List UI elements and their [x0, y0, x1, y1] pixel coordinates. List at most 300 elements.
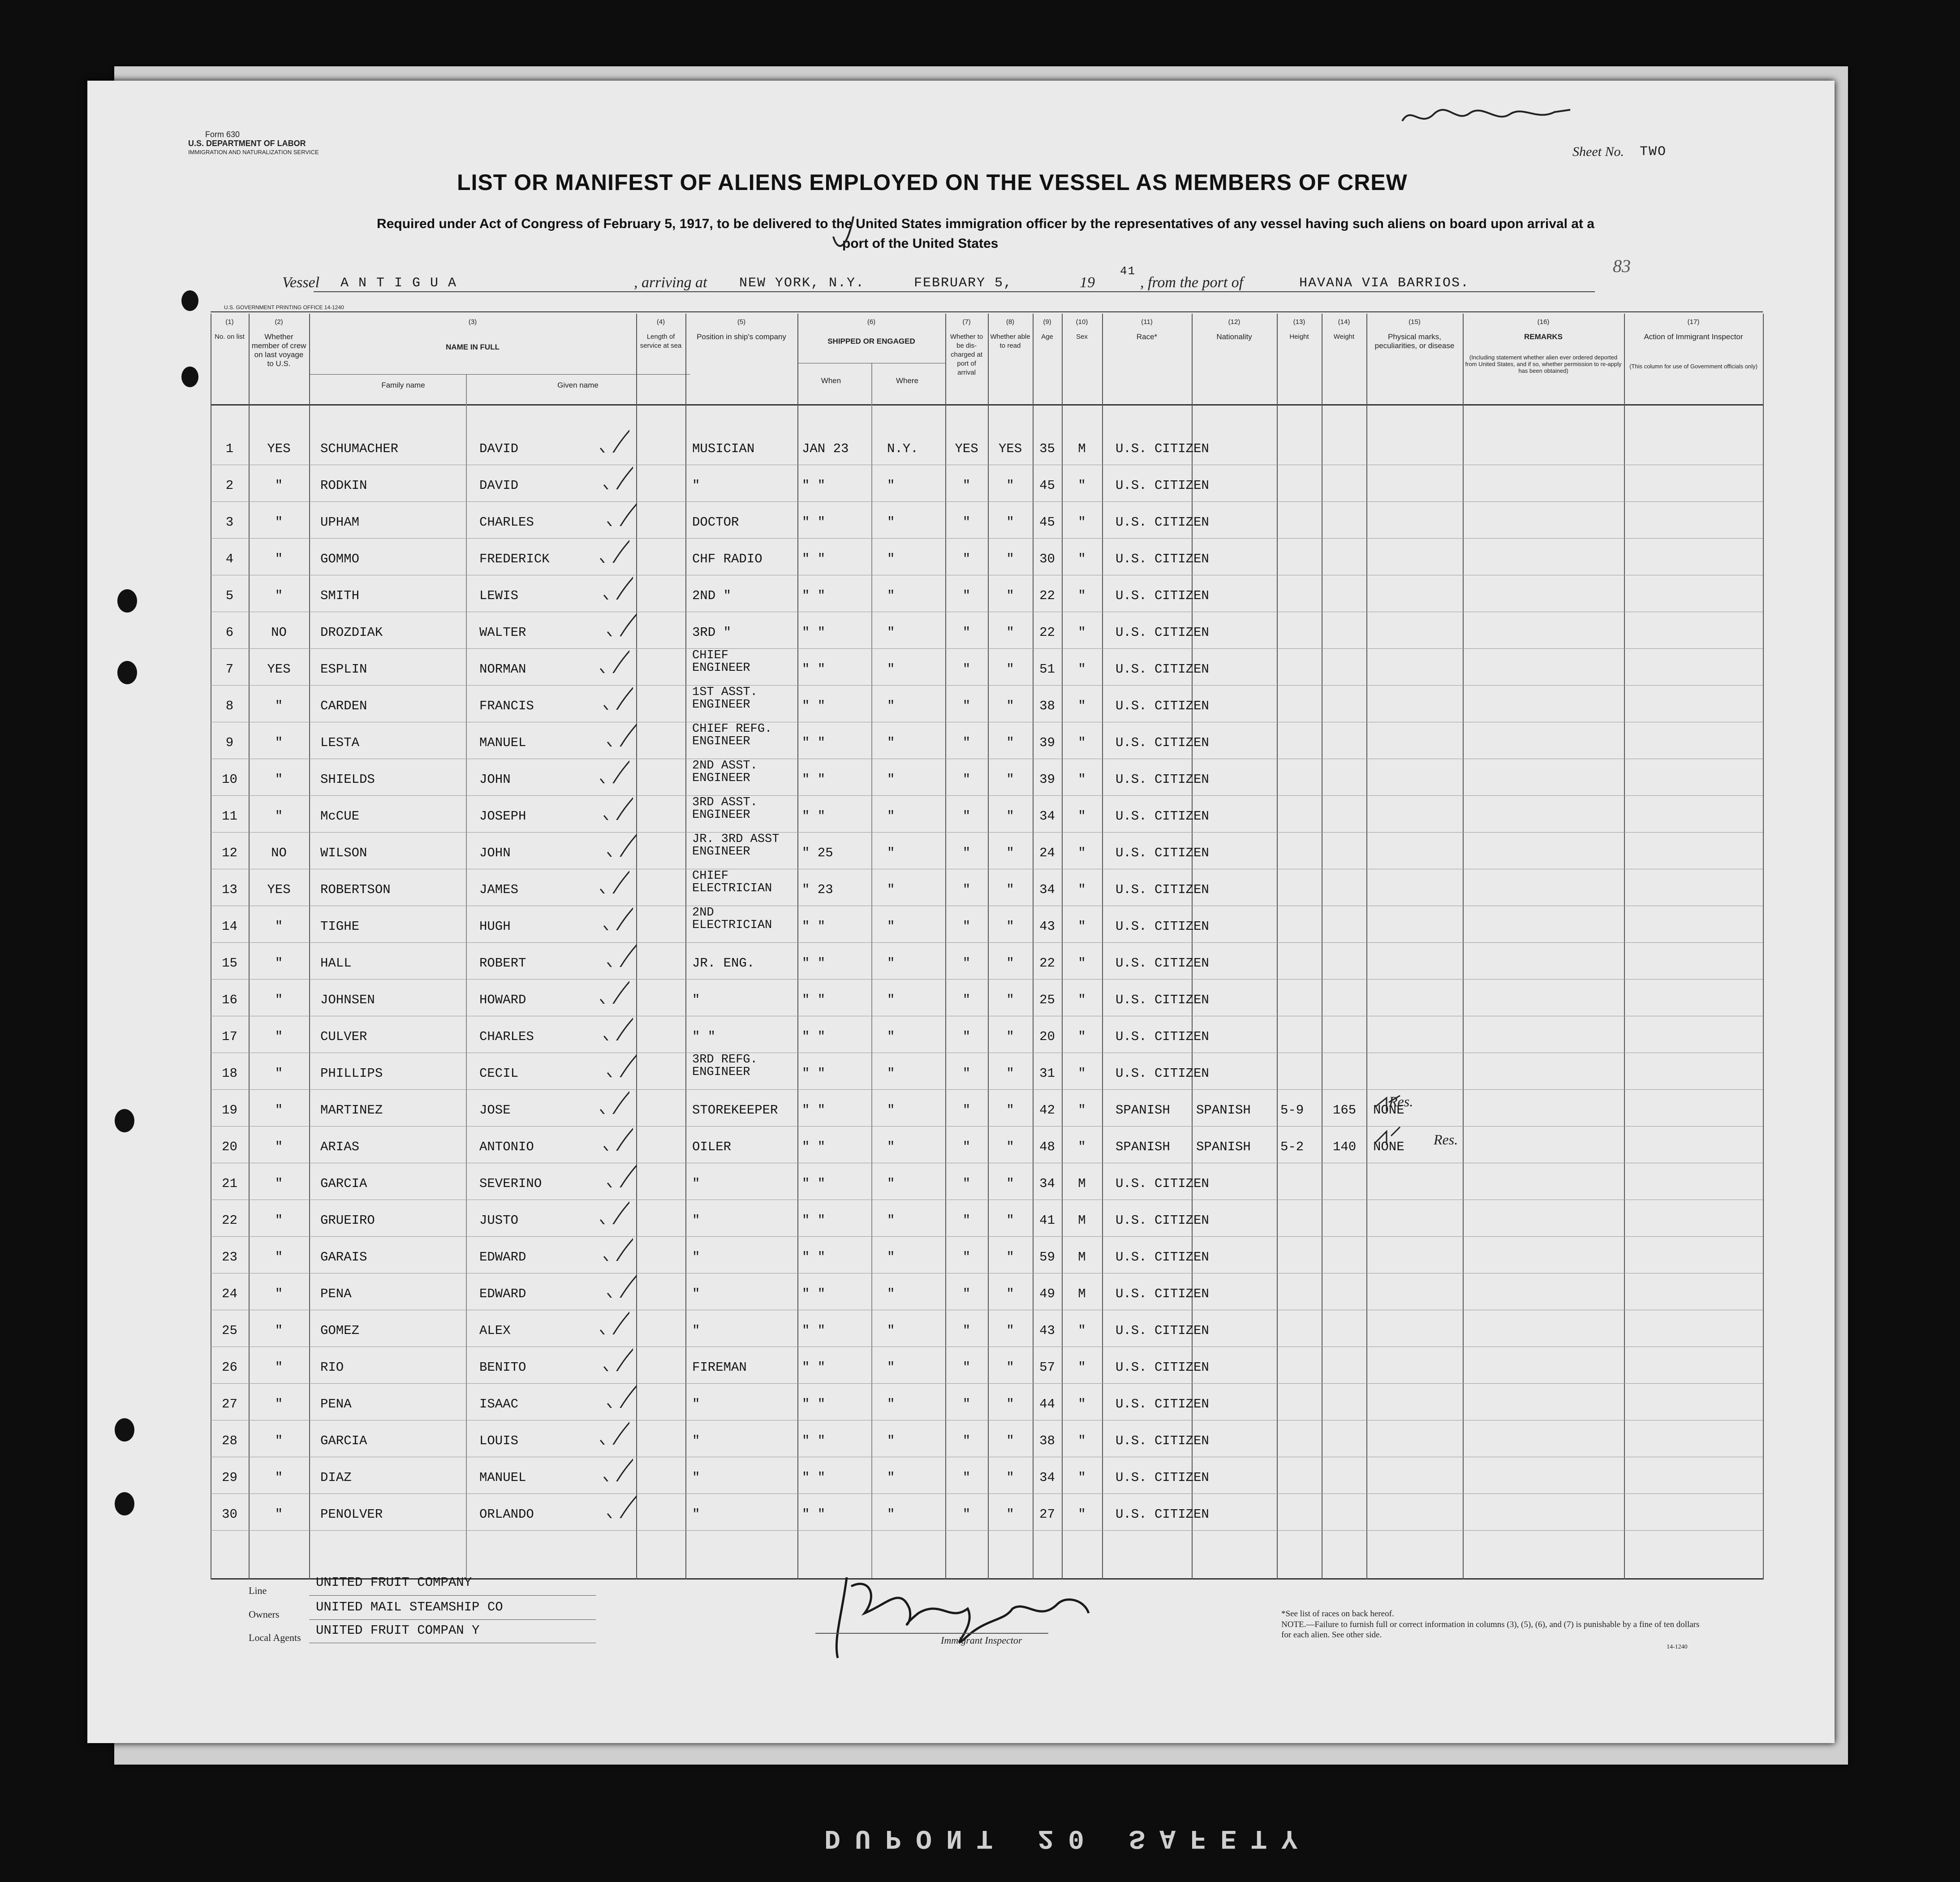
cell-age: 41	[1039, 1213, 1055, 1228]
cell-disch: "	[962, 1286, 971, 1301]
cell-family: RODKIN	[320, 478, 367, 493]
cell-sex: "	[1078, 993, 1086, 1007]
cell-prev: "	[275, 1470, 283, 1485]
origin-port: HAVANA VIA BARRIOS.	[1299, 276, 1470, 291]
cell-sex: "	[1078, 846, 1086, 860]
cell-no: 26	[222, 1360, 237, 1375]
remarks-subhead: (Including statement whether alien ever ordered deported from United States, and if so, whether permission to re-apply has been obtained)	[1465, 354, 1622, 374]
handwritten-check-mark	[829, 214, 856, 255]
cell-weight: 140	[1333, 1140, 1357, 1154]
cell-family: JOHNSEN	[320, 993, 375, 1007]
row-rule	[211, 979, 1763, 980]
cell-prev: "	[275, 552, 283, 566]
cell-when: " "	[802, 1433, 826, 1448]
column-number: (9)	[1043, 318, 1051, 326]
tick-mark-icon	[602, 789, 633, 820]
cell-pos: CHIEF ELECTRICIAN	[692, 869, 772, 895]
cell-race: U.S. CITIZEN	[1116, 1323, 1209, 1338]
cell-where: "	[887, 772, 895, 787]
cell-race: U.S. CITIZEN	[1116, 1507, 1209, 1522]
inspector-subhead: (This column for use of Government officials only)	[1629, 363, 1758, 370]
cell-sex: "	[1078, 1323, 1086, 1338]
cell-when: " "	[802, 588, 826, 603]
cell-where: "	[887, 1176, 895, 1191]
column-number: (10)	[1076, 318, 1088, 326]
cell-given: MANUEL	[479, 735, 526, 750]
column-number: (7)	[962, 318, 971, 326]
cell-family: GOMEZ	[320, 1323, 360, 1338]
tick-mark-icon	[598, 1083, 629, 1114]
cell-disch: "	[962, 1029, 971, 1044]
cell-family: PENA	[320, 1286, 352, 1301]
cell-no: 4	[225, 552, 234, 566]
column-number: (11)	[1141, 318, 1153, 326]
cell-disch: "	[962, 772, 971, 787]
cell-pos: "	[692, 478, 700, 493]
cell-given: ROBERT	[479, 956, 526, 971]
cell-read: "	[1006, 882, 1014, 897]
cell-given: JOHN	[479, 846, 511, 860]
cell-read: "	[1006, 1470, 1014, 1485]
agents-label: Local Agents	[249, 1632, 301, 1643]
punch-hole	[181, 367, 198, 387]
arriving-label: , arriving at	[634, 274, 707, 291]
tick-mark-icon	[605, 1156, 637, 1187]
cell-sex: "	[1078, 662, 1086, 677]
cell-race: U.S. CITIZEN	[1116, 1213, 1209, 1228]
cell-age: 48	[1039, 1140, 1055, 1154]
cell-no: 30	[222, 1507, 237, 1522]
cell-when: " "	[802, 662, 826, 677]
cell-height: 5-2	[1280, 1140, 1304, 1154]
column-number: (1)	[225, 318, 234, 326]
cell-age: 22	[1039, 588, 1055, 603]
cell-no: 7	[225, 662, 234, 677]
year-prefix: 19	[1080, 274, 1095, 291]
cell-no: 21	[222, 1176, 237, 1191]
cell-age: 38	[1039, 699, 1055, 713]
owners-underline	[309, 1619, 596, 1620]
cell-race: U.S. CITIZEN	[1116, 662, 1209, 677]
cell-prev: "	[275, 772, 283, 787]
cell-read: "	[1006, 552, 1014, 566]
column-header: Whether to be dis-charged at port of arrival	[950, 333, 983, 376]
cell-given: LOUIS	[479, 1433, 519, 1448]
cell-prev: "	[275, 735, 283, 750]
cell-given: JUSTO	[479, 1213, 519, 1228]
cell-pos: FIREMAN	[692, 1360, 747, 1375]
cell-age: 20	[1039, 1029, 1055, 1044]
cell-height: 5-9	[1280, 1103, 1304, 1118]
column-number: (4)	[656, 318, 665, 326]
cell-prev: "	[275, 588, 283, 603]
cell-where: "	[887, 1360, 895, 1375]
cell-age: 45	[1039, 515, 1055, 530]
cell-where: "	[887, 1507, 895, 1522]
cell-read: "	[1006, 1140, 1014, 1154]
cell-given: ANTONIO	[479, 1140, 534, 1154]
tick-mark-icon	[598, 972, 629, 1004]
column-header: Action of Immigrant Inspector	[1644, 332, 1743, 341]
cell-prev: "	[275, 515, 283, 530]
tick-mark-icon	[602, 568, 633, 600]
given-name-subhead: Given name	[557, 381, 599, 389]
cell-prev: "	[275, 1507, 283, 1522]
cell-race: U.S. CITIZEN	[1116, 588, 1209, 603]
cell-given: JOHN	[479, 772, 511, 787]
races-note: *See list of races on back hereof.	[1281, 1609, 1394, 1619]
department: U.S. DEPARTMENT OF LABOR	[188, 139, 306, 148]
cell-pos: "	[692, 1397, 700, 1412]
cell-prev: "	[275, 1140, 283, 1154]
tick-mark-icon	[602, 1119, 633, 1151]
cell-disch: "	[962, 1360, 971, 1375]
tick-mark-icon	[605, 495, 637, 526]
cell-race: U.S. CITIZEN	[1116, 625, 1209, 640]
cell-where: "	[887, 809, 895, 824]
column-header: Age	[1041, 333, 1053, 341]
row-rule	[211, 538, 1763, 539]
cell-where: "	[887, 735, 895, 750]
name-subhead-rule	[309, 374, 690, 375]
cell-nationality: SPANISH	[1196, 1140, 1251, 1154]
cell-pos: "	[692, 1433, 700, 1448]
column-header: Whether able to read	[990, 333, 1030, 350]
cell-pos: "	[692, 1470, 700, 1485]
cell-age: 31	[1039, 1066, 1055, 1081]
cell-disch: "	[962, 1140, 971, 1154]
cell-prev: "	[275, 1250, 283, 1265]
cell-sex: "	[1078, 478, 1086, 493]
cell-pos: 2ND "	[692, 588, 732, 603]
cell-given: FREDERICK	[479, 552, 550, 566]
cell-no: 19	[222, 1103, 237, 1118]
cell-given: WALTER	[479, 625, 526, 640]
cell-race: U.S. CITIZEN	[1116, 1029, 1209, 1044]
cell-age: 43	[1039, 1323, 1055, 1338]
cell-given: EDWARD	[479, 1250, 526, 1265]
cell-when: " "	[802, 993, 826, 1007]
cell-race: SPANISH	[1116, 1103, 1170, 1118]
cell-where: "	[887, 882, 895, 897]
inspector-signature	[815, 1559, 1102, 1676]
table-header-rule	[211, 404, 1763, 406]
cell-no: 22	[222, 1213, 237, 1228]
column-rule	[309, 314, 310, 1580]
column-rule	[988, 314, 989, 1580]
column-rule	[1033, 314, 1034, 1580]
cell-prev: NO	[271, 846, 287, 860]
column-number: (17)	[1687, 318, 1700, 326]
cell-read: "	[1006, 1250, 1014, 1265]
cell-pos: DOCTOR	[692, 515, 739, 530]
cell-disch: "	[962, 735, 971, 750]
cell-no: 23	[222, 1250, 237, 1265]
cell-sex: "	[1078, 625, 1086, 640]
cell-prev: "	[275, 993, 283, 1007]
cell-read: "	[1006, 662, 1014, 677]
cell-pos: JR. ENG.	[692, 956, 755, 971]
cell-age: 39	[1039, 735, 1055, 750]
cell-disch: "	[962, 882, 971, 897]
cell-family: WILSON	[320, 846, 367, 860]
where-subhead: Where	[896, 376, 919, 385]
cell-disch: "	[962, 515, 971, 530]
cell-read: "	[1006, 515, 1014, 530]
cell-read: "	[1006, 1397, 1014, 1412]
cell-pos: 3RD ASST. ENGINEER	[692, 796, 758, 822]
cell-disch: "	[962, 1507, 971, 1522]
cell-sex: "	[1078, 882, 1086, 897]
column-rule	[945, 314, 946, 1580]
cell-when: " "	[802, 1213, 826, 1228]
cell-pos: 1ST ASST. ENGINEER	[692, 686, 758, 712]
gpo-imprint: U.S. GOVERNMENT PRINTING OFFICE 14-1240	[224, 304, 344, 311]
when-subhead: When	[821, 376, 841, 385]
cell-where: "	[887, 919, 895, 934]
cell-sex: "	[1078, 1397, 1086, 1412]
inspector-label: Immigrant Inspector	[941, 1635, 1022, 1646]
cell-family: LESTA	[320, 735, 360, 750]
owners-label: Owners	[249, 1609, 280, 1620]
cell-nationality: SPANISH	[1196, 1103, 1251, 1118]
cell-prev: YES	[267, 441, 291, 456]
cell-given: HOWARD	[479, 993, 526, 1007]
cell-when: " "	[802, 1250, 826, 1265]
cell-prev: NO	[271, 625, 287, 640]
cell-race: U.S. CITIZEN	[1116, 441, 1209, 456]
cell-when: " "	[802, 1397, 826, 1412]
cell-sex: M	[1078, 1250, 1086, 1265]
cell-sex: M	[1078, 441, 1086, 456]
cell-disch: "	[962, 809, 971, 824]
cell-family: ARIAS	[320, 1140, 360, 1154]
column-rule	[1102, 314, 1103, 1580]
cell-when: " "	[802, 1470, 826, 1485]
cell-where: "	[887, 1323, 895, 1338]
cell-where: "	[887, 1140, 895, 1154]
cell-age: 34	[1039, 809, 1055, 824]
from-label: , from the port of	[1140, 274, 1244, 291]
cell-pos: 2ND ELECTRICIAN	[692, 906, 772, 932]
column-header: No. on list	[215, 333, 245, 341]
cell-read: "	[1006, 809, 1014, 824]
cell-disch: "	[962, 662, 971, 677]
cell-read: "	[1006, 1360, 1014, 1375]
cell-family: UPHAM	[320, 515, 360, 530]
cell-given: ALEX	[479, 1323, 511, 1338]
handwritten-name	[1393, 96, 1572, 137]
year-value: 41	[1120, 264, 1136, 278]
cell-where: "	[887, 552, 895, 566]
cell-pos: "	[692, 1213, 700, 1228]
cell-disch: "	[962, 1433, 971, 1448]
page-number: 83	[1613, 256, 1631, 276]
cell-sex: M	[1078, 1286, 1086, 1301]
cell-no: 6	[225, 625, 234, 640]
cell-where: "	[887, 1470, 895, 1485]
cell-given: MANUEL	[479, 1470, 526, 1485]
punch-hole	[115, 1492, 134, 1515]
cell-disch: "	[962, 1066, 971, 1081]
column-header: Height	[1289, 333, 1309, 341]
cell-race: SPANISH	[1116, 1140, 1170, 1154]
cell-where: "	[887, 1213, 895, 1228]
cell-age: 38	[1039, 1433, 1055, 1448]
cell-where: "	[887, 1029, 895, 1044]
cell-no: 29	[222, 1470, 237, 1485]
cell-where: "	[887, 662, 895, 677]
cell-no: 13	[222, 882, 237, 897]
cell-disch: "	[962, 956, 971, 971]
cell-prev: "	[275, 1397, 283, 1412]
cell-given: LEWIS	[479, 588, 519, 603]
cell-when: " "	[802, 1103, 826, 1118]
cell-disch: "	[962, 1323, 971, 1338]
cell-pos: "	[692, 1286, 700, 1301]
row-rule	[211, 1236, 1763, 1237]
cell-given: CHARLES	[479, 1029, 534, 1044]
tick-mark-icon	[602, 678, 633, 710]
remarks-row-20: Res.	[1434, 1131, 1458, 1148]
cell-when: " "	[802, 1066, 826, 1081]
cell-pos: "	[692, 993, 700, 1007]
cell-when: " "	[802, 1323, 826, 1338]
subtitle-line1: Required under Act of Congress of February 5, 1917, to be delivered to the United States immigration officer by the representatives of any vessel having such aliens on board upon arrival at a	[377, 216, 1594, 231]
cell-race: U.S. CITIZEN	[1116, 1470, 1209, 1485]
column-number: (8)	[1006, 318, 1015, 326]
cell-given: JAMES	[479, 882, 519, 897]
cell-when: " 23	[802, 882, 833, 897]
cell-family: CULVER	[320, 1029, 367, 1044]
cell-where: "	[887, 1066, 895, 1081]
cell-age: 22	[1039, 956, 1055, 971]
tick-mark-icon	[602, 458, 633, 489]
cell-race: U.S. CITIZEN	[1116, 552, 1209, 566]
cell-race: U.S. CITIZEN	[1116, 1286, 1209, 1301]
cell-pos: CHF RADIO	[692, 552, 762, 566]
tick-mark-icon	[598, 531, 629, 563]
column-rule	[871, 363, 872, 1578]
column-header: Sex	[1076, 333, 1088, 341]
cell-given: EDWARD	[479, 1286, 526, 1301]
cell-disch: "	[962, 1213, 971, 1228]
column-rule	[1062, 314, 1063, 1580]
tick-mark-icon	[598, 1303, 629, 1334]
cell-race: U.S. CITIZEN	[1116, 478, 1209, 493]
tick-mark-icon	[605, 605, 637, 636]
cell-family: SHIELDS	[320, 772, 375, 787]
cell-disch: "	[962, 1250, 971, 1265]
cell-where: "	[887, 956, 895, 971]
tick-mark-icon	[598, 862, 629, 894]
column-rule	[466, 374, 467, 1578]
service: IMMIGRATION AND NATURALIZATION SERVICE	[188, 149, 319, 155]
cell-no: 16	[222, 993, 237, 1007]
cell-where: "	[887, 846, 895, 860]
cell-age: 49	[1039, 1286, 1055, 1301]
cell-no: 1	[225, 441, 234, 456]
cell-sex: "	[1078, 1433, 1086, 1448]
cell-no: 18	[222, 1066, 237, 1081]
row-rule	[211, 685, 1763, 686]
cell-read: "	[1006, 1176, 1014, 1191]
tick-mark-icon	[602, 1340, 633, 1371]
cell-race: U.S. CITIZEN	[1116, 1360, 1209, 1375]
cell-read: "	[1006, 1507, 1014, 1522]
film-edge-marking: DUPONT 20 SAFETY	[824, 1822, 1312, 1853]
agents-value: UNITED FRUIT COMPAN Y	[316, 1623, 480, 1638]
cell-read: "	[1006, 699, 1014, 713]
cell-when: " "	[802, 1140, 826, 1154]
cell-where: "	[887, 1103, 895, 1118]
cell-disch: "	[962, 699, 971, 713]
cell-read: "	[1006, 846, 1014, 860]
cell-race: U.S. CITIZEN	[1116, 1250, 1209, 1265]
column-header: Physical marks, peculiarities, or disease	[1374, 332, 1455, 350]
cell-given: ISAAC	[479, 1397, 519, 1412]
cell-pos: MUSICIAN	[692, 441, 755, 456]
cell-race: U.S. CITIZEN	[1116, 919, 1209, 934]
cell-pos: " "	[692, 1029, 716, 1044]
cell-age: 59	[1039, 1250, 1055, 1265]
cell-age: 22	[1039, 625, 1055, 640]
table-top-rule	[211, 311, 1763, 312]
line-label: Line	[249, 1585, 267, 1596]
cell-sex: "	[1078, 919, 1086, 934]
cell-age: 57	[1039, 1360, 1055, 1375]
cell-disch: YES	[955, 441, 978, 456]
column-header: NAME IN FULL	[446, 343, 500, 351]
cell-given: DAVID	[479, 441, 519, 456]
column-header: Weight	[1333, 333, 1355, 341]
cell-when: " "	[802, 809, 826, 824]
cell-read: "	[1006, 1323, 1014, 1338]
voyage-underline	[314, 291, 1595, 292]
line-value: UNITED FRUIT COMPANY	[316, 1575, 472, 1590]
cell-given: HUGH	[479, 919, 511, 934]
cell-given: NORMAN	[479, 662, 526, 677]
cell-age: 44	[1039, 1397, 1055, 1412]
cell-prev: "	[275, 699, 283, 713]
cell-read: "	[1006, 625, 1014, 640]
cell-family: RIO	[320, 1360, 344, 1375]
cell-pos: CHIEF REFG. ENGINEER	[692, 722, 772, 748]
cell-sex: "	[1078, 735, 1086, 750]
manifest-title: LIST OR MANIFEST OF ALIENS EMPLOYED ON THE VESSEL AS MEMBERS OF CREW	[457, 170, 1408, 195]
cell-prev: "	[275, 919, 283, 934]
tick-mark-icon	[598, 642, 629, 673]
tick-mark-icon	[605, 1377, 637, 1408]
row-rule	[211, 501, 1763, 502]
tick-mark-icon	[602, 899, 633, 930]
cell-family: ROBERTSON	[320, 882, 391, 897]
cell-family: GARCIA	[320, 1176, 367, 1191]
cell-prev: "	[275, 809, 283, 824]
cell-no: 17	[222, 1029, 237, 1044]
cell-sex: "	[1078, 1103, 1086, 1118]
cell-sex: "	[1078, 956, 1086, 971]
cell-age: 30	[1039, 552, 1055, 566]
cell-no: 25	[222, 1323, 237, 1338]
cell-family: HALL	[320, 956, 352, 971]
cell-race: U.S. CITIZEN	[1116, 699, 1209, 713]
cell-when: " "	[802, 956, 826, 971]
row-rule	[211, 942, 1763, 943]
cell-prev: "	[275, 1029, 283, 1044]
cell-race: U.S. CITIZEN	[1116, 735, 1209, 750]
cell-pos: 2ND ASST. ENGINEER	[692, 759, 758, 785]
